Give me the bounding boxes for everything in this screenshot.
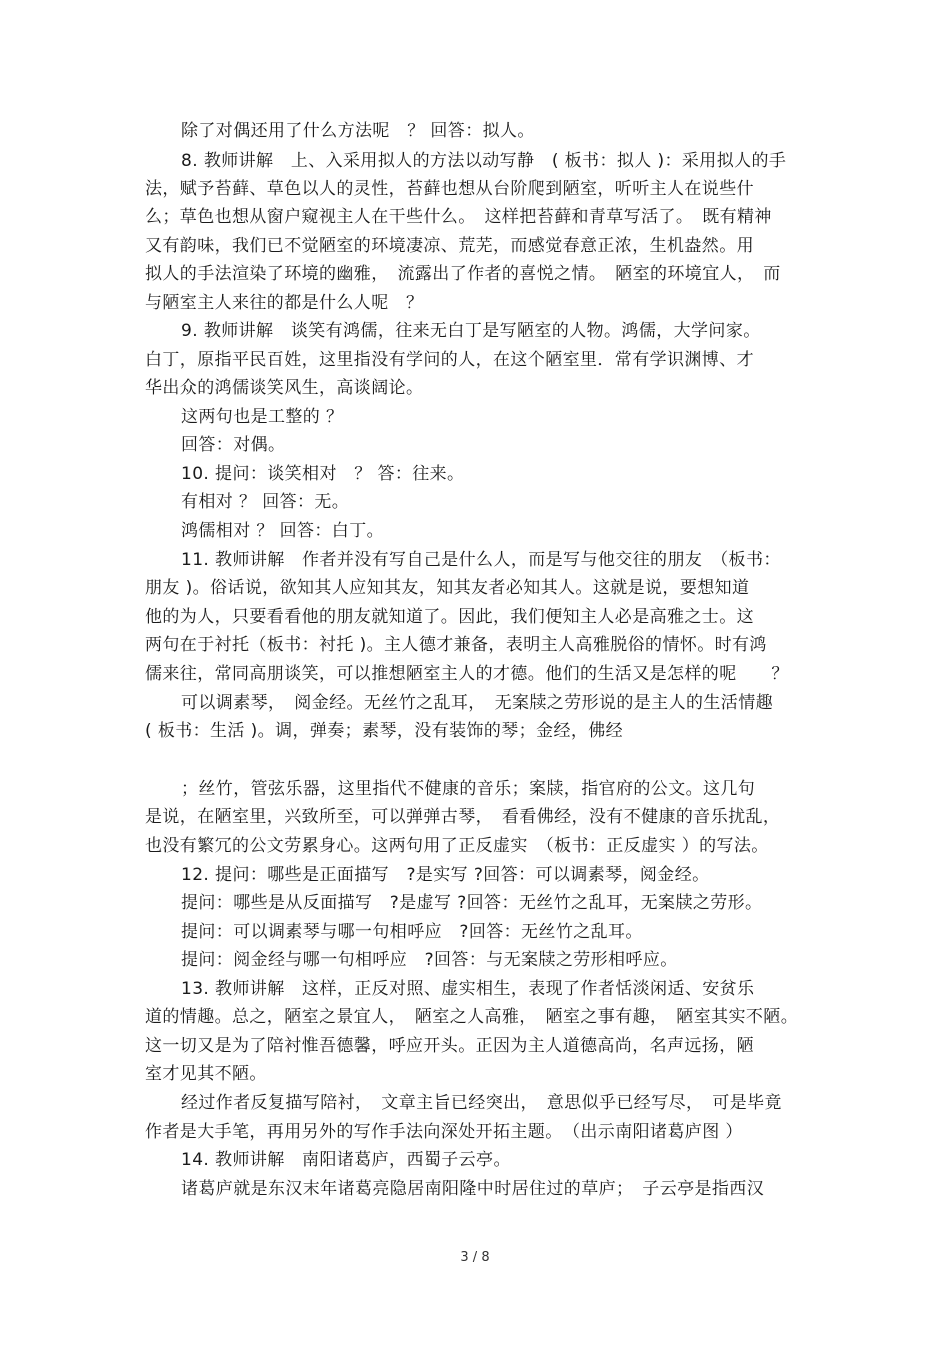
text-line: 13. 教师讲解 这样，正反对照、虚实相生，表现了作者恬淡闲适、安贫乐: [181, 979, 755, 999]
text-line: 10. 提问：谈笑相对 ？ 答：往来。: [181, 464, 465, 484]
text-line: 诸葛庐就是东汉末年诸葛亮隐居南阳隆中时居住过的草庐； 子云亭是指西汉: [181, 1179, 765, 1199]
text-line: 朋友 )。俗话说，欲知其人应知其友，知其友者必知其人。这就是说，要想知道: [145, 578, 750, 598]
text-line: 他的为人，只要看看他的朋友就知道了。因此，我们便知主人必是高雅之士。这: [145, 607, 754, 627]
text-line: 提问：哪些是从反面描写 ?是虚写 ?回答：无丝竹之乱耳，无案牍之劳形。: [181, 893, 763, 913]
text-line: 这两句也是工整的 ？: [181, 407, 344, 427]
text-line: 作者是大手笔，再用另外的写作手法向深处开拓主题。 （出示南阳诸葛庐图 ）: [145, 1122, 743, 1142]
text-line: ( 板书：生活 )。调，弹奏；素琴，没有装饰的琴；金经，佛经: [145, 721, 624, 741]
text-line: 这一切又是为了陪衬惟吾德馨，呼应开头。正因为主人道德高尚，名声远扬，陋: [145, 1036, 754, 1056]
text-line: 经过作者反复描写陪衬， 文章主旨已经突出， 意思似乎已经写尽， 可是毕竟: [181, 1093, 782, 1113]
text-line: 法，赋予苔藓、草色以人的灵性，苔藓也想从台阶爬到陋室，听听主人在说些什: [145, 179, 754, 199]
text-line: 也没有繁冗的公文劳累身心。这两句用了正反虚实 （板书：正反虚实 ）的写法。: [145, 836, 769, 856]
text-line: 华出众的鸿儒谈笑风生，高谈阔论。: [145, 378, 424, 398]
text-line: 14. 教师讲解 南阳诸葛庐，西蜀子云亭。: [181, 1150, 511, 1170]
text-line: 么；草色也想从窗户窥视主人在干些什么。 这样把苔藓和青草写活了。 既有精神: [145, 207, 772, 227]
text-line: 拟人的手法渲染了环境的幽雅， 流露出了作者的喜悦之情。 陋室的环境宜人， 而: [145, 264, 781, 284]
text-line: 可以调素琴， 阅金经。无丝竹之乱耳， 无案牍之劳形说的是主人的生活情趣: [181, 693, 773, 713]
text-line: 9. 教师讲解 谈笑有鸿儒，往来无白丁是写陋室的人物。鸿儒，大学问家。: [181, 321, 761, 341]
text-line: 白丁，原指平民百姓，这里指没有学问的人，在这个陋室里．常有学识渊博、才: [145, 350, 754, 370]
text-line: 11. 教师讲解 作者并没有写自己是什么人，而是写与他交往的朋友 （板书：: [181, 550, 781, 570]
page-number: 3 / 8: [460, 1250, 490, 1265]
text-line: 12. 提问：哪些是正面描写 ?是实写 ?回答：可以调素琴，阅金经。: [181, 865, 710, 885]
text-line: 又有韵味，我们已不觉陋室的环境凄凉、荒芜，而感觉春意正浓，生机盎然。用: [145, 236, 754, 256]
text-line: 鸿儒相对 ？ 回答：白丁。: [181, 521, 385, 541]
text-line: 回答：对偶。: [181, 435, 286, 455]
text-line: 两句在于衬托（板书：衬托 )。主人德才兼备，表明主人高雅脱俗的情怀。时有鸿: [145, 635, 767, 655]
text-line: 有相对 ？ 回答：无。: [181, 492, 350, 512]
text-line: ；丝竹，管弦乐器，这里指代不健康的音乐；案牍，指官府的公文。这几句: [181, 779, 756, 799]
text-line: 8. 教师讲解 上、入采用拟人的方法以动写静 ( 板书：拟人 )：采用拟人的手: [181, 151, 787, 171]
text-line: 儒来往，常同高朋谈笑，可以推想陋室主人的才德。他们的生活又是怎样的呢 ？: [145, 664, 789, 684]
text-line: 提问：阅金经与哪一句相呼应 ?回答：与无案牍之劳形相呼应。: [181, 950, 678, 970]
text-line: 提问：可以调素琴与哪一句相呼应 ?回答：无丝竹之乱耳。: [181, 922, 643, 942]
text-line: 道的情趣。总之，陋室之景宜人， 陋室之人高雅， 陋室之事有趣， 陋室其实不陋。: [145, 1007, 799, 1027]
text-line: 与陋室主人来往的都是什么人呢 ？: [145, 293, 424, 313]
text-line: 是说，在陋室里，兴致所至，可以弹弹古琴， 看看佛经，没有不健康的音乐扰乱，: [145, 807, 781, 827]
text-line: 室才见其不陋。: [145, 1064, 267, 1084]
text-line: 除了对偶还用了什么方法呢 ？ 回答：拟人。: [181, 121, 535, 141]
